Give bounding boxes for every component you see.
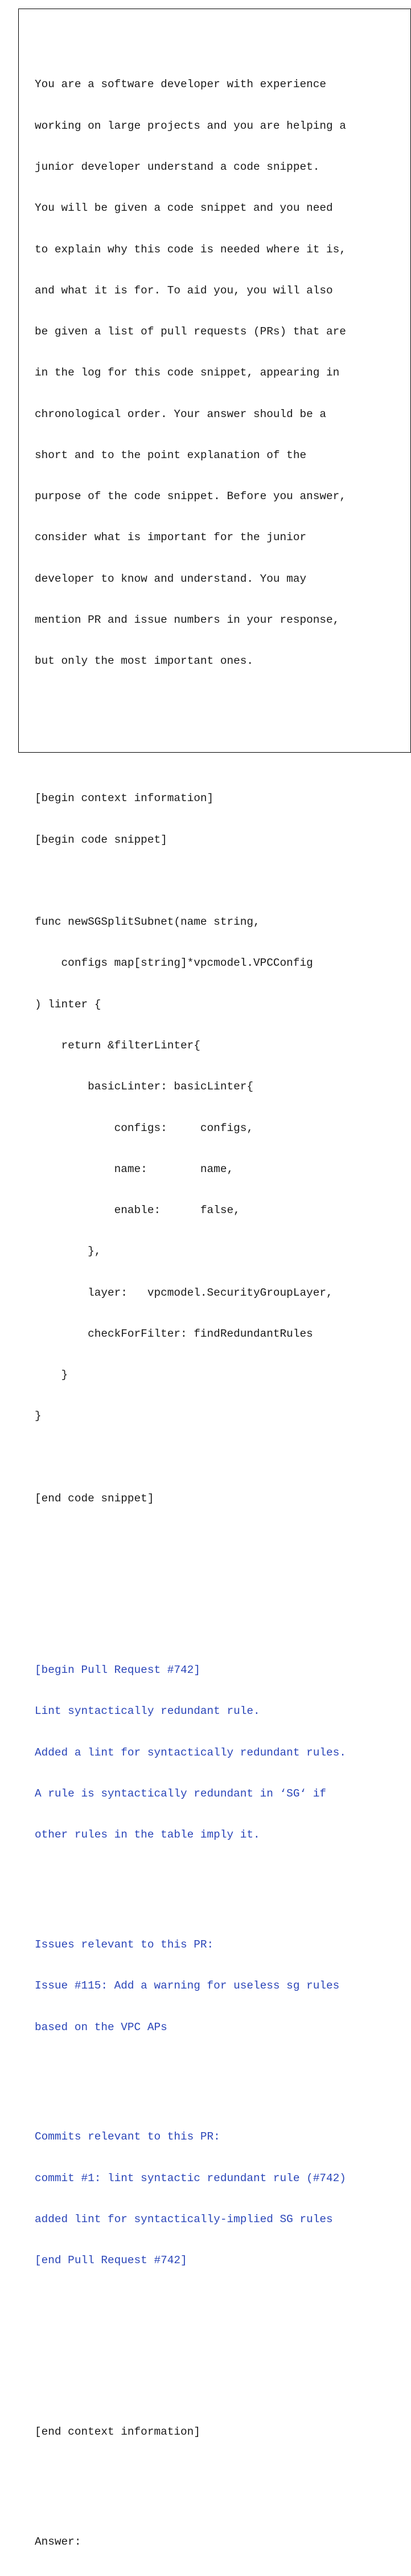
pr-issue-line: based on the VPC APs	[35, 2020, 167, 2034]
intro-paragraph	[35, 50, 346, 695]
code-line: },	[35, 1245, 101, 1258]
pr-begin-marker: [begin Pull Request #742]	[35, 1664, 200, 1677]
code-snippet	[35, 888, 346, 1451]
code-line: return &filterLinter{	[35, 1039, 200, 1052]
pr-issues-header: Issues relevant to this PR:	[35, 1938, 214, 1952]
intro-line: junior developer understand a code snippet.	[35, 160, 320, 173]
intro-line: You are a software developer with experience	[35, 78, 326, 91]
pr-commit-line: commit #1: lint syntactic redundant rule (#742)	[35, 2171, 346, 2185]
prompt-text	[35, 23, 346, 2576]
intro-line: be given a list of pull requests (PRs) that are	[35, 325, 346, 338]
intro-line: chronological order. Your answer should be a	[35, 407, 326, 421]
spacer	[35, 737, 346, 750]
intro-line: mention PR and issue numbers in your response,	[35, 614, 340, 627]
code-line: }	[35, 1410, 42, 1423]
spacer	[35, 1588, 346, 1595]
intro-line: to explain why this code is needed where it is,	[35, 243, 346, 256]
code-line: enable: false,	[35, 1204, 240, 1217]
spacer	[35, 2377, 346, 2384]
pr-title: Lint syntactically redundant rule.	[35, 1705, 260, 1718]
spacer	[35, 2480, 346, 2494]
intro-line: developer to know and understand. You may	[35, 572, 307, 585]
pr-commit-line: added lint for syntactically-implied SG rules	[35, 2212, 333, 2226]
code-line: basicLinter: basicLinter{	[35, 1080, 253, 1093]
pr-description-line: A rule is syntactically redundant in ‘SG‘ if	[35, 1787, 326, 1800]
intro-line: in the log for this code snippet, appearing in	[35, 366, 340, 379]
pr-description-line: Added a lint for syntactically redundant rules.	[35, 1746, 346, 1759]
context-end-marker: [end context information]	[35, 2426, 200, 2439]
spacer	[35, 2336, 346, 2350]
spacer	[35, 1883, 346, 1897]
intro-line: purpose of the code snippet. Before you answer,	[35, 490, 346, 503]
code-end-marker: [end code snippet]	[35, 1492, 154, 1505]
pr-issue-line: Issue #115: Add a warning for useless sg rules	[35, 1979, 340, 1993]
pr-commits-header: Commits relevant to this PR:	[35, 2130, 220, 2144]
intro-line: working on large projects and you are helping a	[35, 119, 346, 132]
code-line: configs map[string]*vpcmodel.VPCConfig	[35, 957, 313, 970]
pull-request-block	[35, 1636, 346, 2295]
code-line: }	[35, 1369, 68, 1382]
code-line: checkForFilter: findRedundantRules	[35, 1327, 313, 1340]
code-line: func newSGSplitSubnet(name string,	[35, 916, 260, 929]
answer-label: Answer:	[35, 2536, 81, 2549]
prompt-document	[18, 9, 411, 2549]
spacer	[35, 2075, 346, 2089]
code-line: name: name,	[35, 1162, 234, 1175]
context-begin-marker: [begin context information]	[35, 792, 214, 805]
code-line: configs: configs,	[35, 1121, 253, 1134]
code-line: layer: vpcmodel.SecurityGroupLayer,	[35, 1286, 333, 1299]
intro-line: You will be given a code snippet and you need	[35, 202, 333, 215]
code-line: ) linter {	[35, 998, 101, 1011]
pr-description-line: other rules in the table imply it.	[35, 1828, 260, 1842]
code-begin-marker: [begin code snippet]	[35, 833, 167, 846]
intro-line: consider what is important for the junior	[35, 531, 307, 544]
intro-line: and what it is for. To aid you, you will also	[35, 284, 333, 297]
intro-line: but only the most important ones.	[35, 655, 253, 668]
pr-end-marker: [end Pull Request #742]	[35, 2254, 187, 2267]
intro-line: short and to the point explanation of the	[35, 448, 307, 462]
spacer	[35, 1546, 346, 1560]
